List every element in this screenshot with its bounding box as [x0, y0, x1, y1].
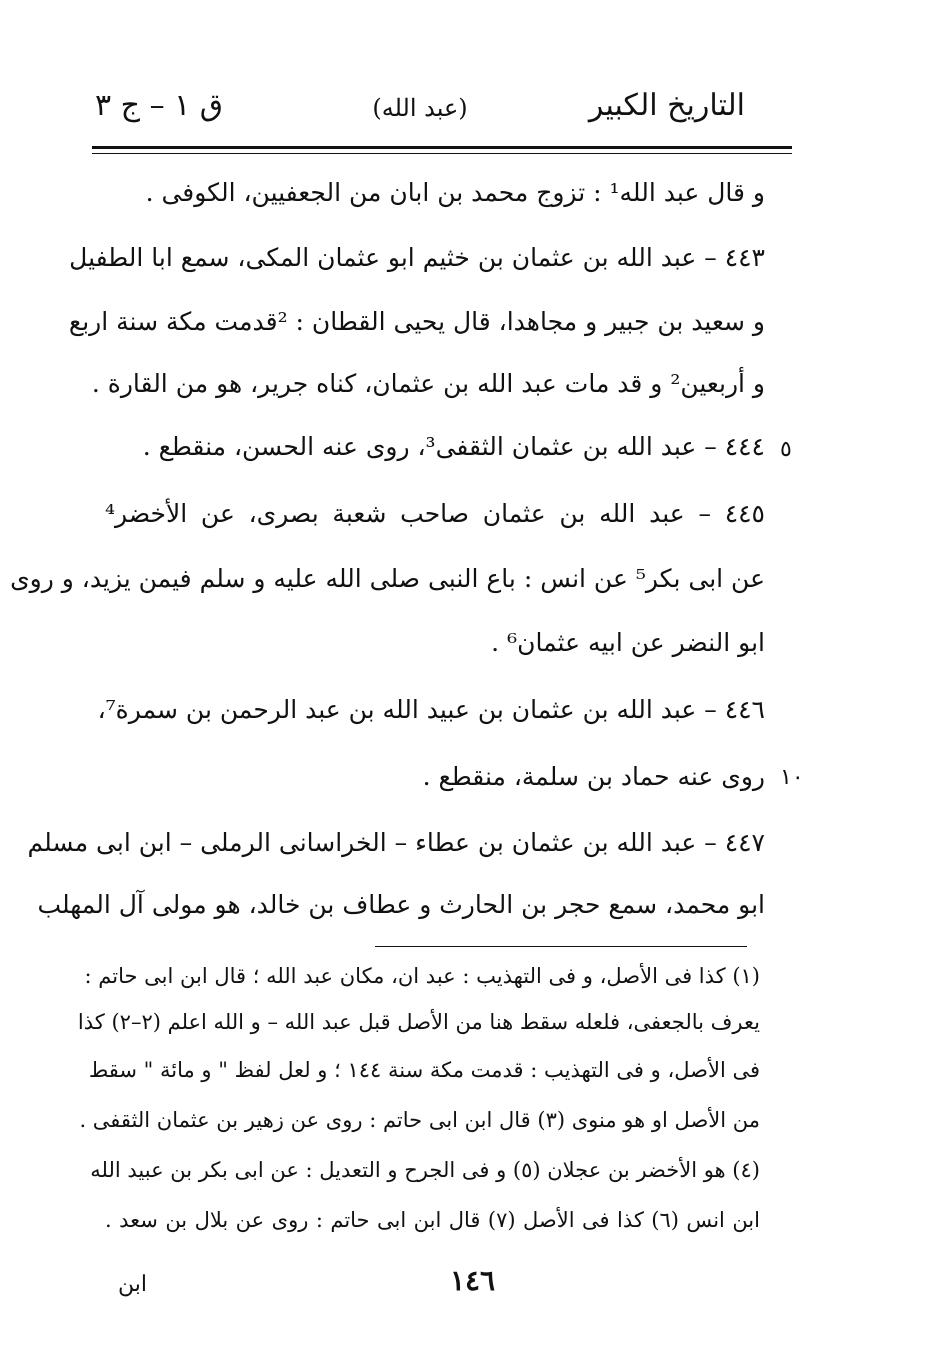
header-rule-thin: [92, 153, 792, 154]
book-title: التاريخ الكبير: [588, 88, 745, 123]
page-number: ١٤٦: [449, 1264, 496, 1297]
footnote-line-1: (١) كذا فى الأصل، و فى التهذيب : عبد ان، مكان عبد الله ؛ قال ابن ابى حاتم :: [84, 964, 760, 988]
margin-line-number-10: ١٠: [780, 765, 804, 790]
footnote-line-6: ابن انس (٦) كذا فى الأصل (٧) قال ابن ابى حاتم : روى عن بلال بن سعد .: [105, 1208, 760, 1232]
footnote-line-5: (٤) هو الأخضر بن عجلان (٥) و فى الجرح و التعديل : عن ابى بكر بن عبيد الله: [90, 1158, 760, 1182]
body-line-7: عن ابى بكر⁵ عن انس : باع النبى صلى الله عليه و سلم فيمن يزيد، و روى: [10, 564, 765, 593]
body-line-11: ٤٤٧ – عبد الله بن عثمان بن عطاء – الخراسانى الرملى – ابن ابى مسلم: [27, 828, 765, 857]
body-line-1: و قال عبد الله¹ : تزوج محمد بن ابان من الجعفيين، الكوفى .: [145, 178, 765, 207]
body-line-4: و أربعين² و قد مات عبد الله بن عثمان، كناه جرير، هو من القارة .: [91, 369, 765, 398]
footnote-line-3: فى الأصل، و فى التهذيب : قدمت مكة سنة ١٤٤ ؛ و لعل لفظ " و مائة " سقط: [88, 1058, 760, 1082]
catchword: ابن: [118, 1272, 147, 1297]
footnote-rule: [375, 946, 747, 947]
header-rule-thick: [92, 146, 792, 149]
section-title: (عبد الله): [372, 94, 468, 122]
body-line-9: ٤٤٦ – عبد الله بن عثمان بن عبيد الله بن عبد الرحمن بن سمرة⁷،: [97, 695, 765, 724]
footnote-line-2: يعرف بالجعفى، فلعله سقط هنا من الأصل قبل عبد الله – و الله اعلم (٢–٢) كذا: [77, 1010, 760, 1034]
body-line-10: روى عنه حماد بن سلمة، منقطع .: [422, 762, 765, 791]
body-line-6: ٤٤٥ – عبد الله بن عثمان صاحب شعبة بصرى، عن الأخضر⁴: [105, 499, 765, 528]
volume-label: ق ١ – ج ٣: [95, 88, 224, 123]
body-line-5: ٤٤٤ – عبد الله بن عثمان الثقفى³، روى عنه الحسن، منقطع .: [142, 432, 765, 461]
running-header: [95, 88, 745, 138]
body-line-12: ابو محمد، سمع حجر بن الحارث و عطاف بن خالد، هو مولى آل المهلب: [37, 890, 765, 919]
body-line-8: ابو النضر عن ابيه عثمان⁶ .: [491, 628, 765, 657]
body-line-2: ٤٤٣ – عبد الله بن عثمان بن خثيم ابو عثمان المكى، سمع ابا الطفيل: [69, 243, 765, 272]
footnote-line-4: من الأصل او هو منوى (٣) قال ابن ابى حاتم : روى عن زهير بن عثمان الثقفى .: [79, 1108, 760, 1132]
margin-line-number-5: ٥: [780, 437, 792, 462]
body-line-3: و سعيد بن جبير و مجاهدا، قال يحيى القطان : ²قدمت مكة سنة اربع: [68, 307, 765, 336]
